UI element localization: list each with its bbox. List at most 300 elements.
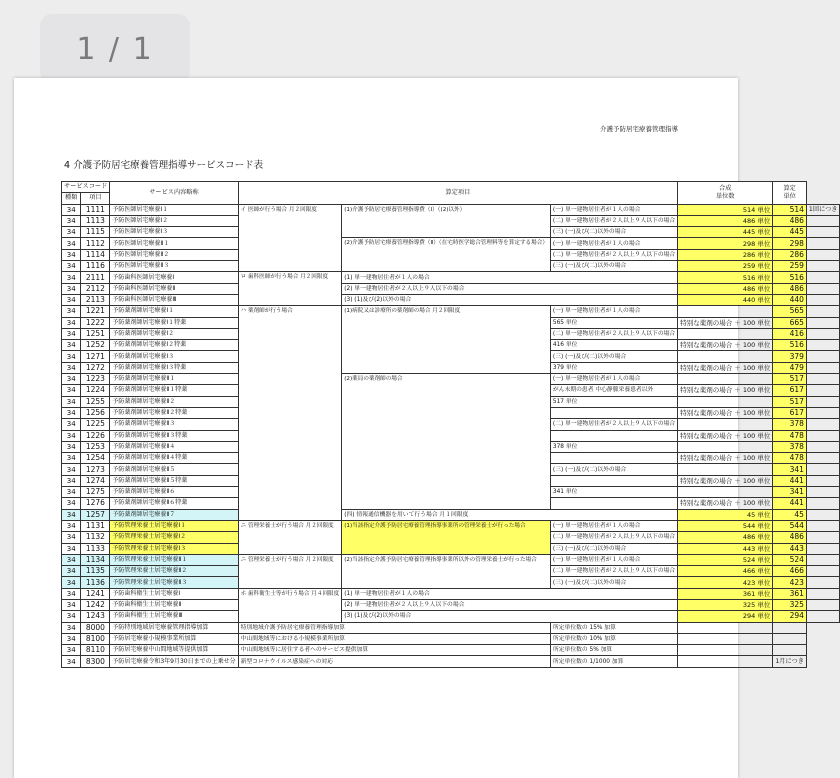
service-item-code-cell: 1116 xyxy=(81,261,110,272)
calc-item-cell: (一) 単一建物居住者が１人の場合 xyxy=(550,554,677,565)
service-item-code-cell: 1112 xyxy=(81,238,110,249)
unit-value-cell: 特別な薬剤の場合 ＋ 100 単位 xyxy=(678,407,773,418)
calc-item-cell: (二) 単一建物居住者が２人以上９人以下の場合 xyxy=(550,419,677,430)
calc-item-cell: (二) 単一建物居住者が２人以上９人以下の場合 xyxy=(550,328,677,339)
header-item: 項目 xyxy=(81,193,110,204)
calc-item-cell: (四) 情報通信機器を用いて行う場合 月１回限度 xyxy=(342,509,678,520)
unit-value-cell: 特別な薬剤の場合 ＋ 100 単位 xyxy=(678,362,773,373)
total-units-cell: 361 xyxy=(773,588,807,599)
calc-item-cell: (二) 単一建物居住者が２人以上９人以下の場合 xyxy=(550,566,677,577)
service-name-cell: 予防医師居宅療養Ⅰ３ xyxy=(110,227,238,238)
calc-unit-cell xyxy=(806,464,840,475)
total-units-cell: 379 xyxy=(773,351,807,362)
unit-value-cell: 445 単位 xyxy=(678,227,773,238)
service-item-code-cell: 1276 xyxy=(81,498,110,509)
calc-unit-cell xyxy=(806,498,840,509)
unit-value-cell xyxy=(678,419,773,430)
unit-value-cell: 466 単位 xyxy=(678,566,773,577)
total-units-cell: 440 xyxy=(773,294,807,305)
subgroup-cell: (2)薬局の薬剤師の場合 xyxy=(342,374,551,510)
total-units-cell: 665 xyxy=(773,317,807,328)
total-units-cell: 325 xyxy=(773,599,807,610)
service-name-cell: 予防医師居宅療養Ⅱ２ xyxy=(110,249,238,260)
table-row xyxy=(62,520,840,531)
total-units-cell xyxy=(678,645,773,656)
calc-item-cell xyxy=(550,498,677,509)
calc-unit-cell xyxy=(806,351,840,362)
total-units-cell: 286 xyxy=(773,249,807,260)
service-name-cell: 予防医師居宅療養Ⅱ３ xyxy=(110,261,238,272)
service-kind-cell: 34 xyxy=(62,588,81,599)
service-name-cell: 予防薬剤師居宅療養Ⅱ７ xyxy=(110,509,238,520)
service-name-cell: 予防薬剤師居宅療養Ⅱ６ xyxy=(110,487,238,498)
calc-unit-cell xyxy=(806,407,840,418)
unit-value-cell xyxy=(678,464,773,475)
service-item-code-cell: 1224 xyxy=(81,385,110,396)
service-name-cell: 予防歯科衛生士居宅療養Ⅲ xyxy=(110,611,238,622)
total-units-cell: 479 xyxy=(773,362,807,373)
service-item-code-cell: 2112 xyxy=(81,283,110,294)
calc-addition-cell: 所定単位数の 5% 加算 xyxy=(550,645,677,656)
header-kind: 種類 xyxy=(62,193,81,204)
table-row xyxy=(62,656,840,667)
provider-group-cell: ホ 歯科衛生士等が行う場合 月４回限度 xyxy=(238,588,342,622)
service-name-cell: 予防薬剤師居宅療養Ⅱ６特薬 xyxy=(110,498,238,509)
table-row xyxy=(62,272,840,283)
service-kind-cell: 34 xyxy=(62,328,81,339)
service-item-code-cell: 8300 xyxy=(81,656,110,667)
total-units-cell: 341 xyxy=(773,487,807,498)
provider-group-cell: イ 医師が行う場合 月２回限度 xyxy=(238,204,342,272)
calc-item-cell: 341 単位 xyxy=(550,487,677,498)
service-name-cell: 予防歯科医師居宅療養Ⅰ xyxy=(110,272,238,283)
calc-item-cell: (三) (一)及び(二)以外の場合 xyxy=(550,351,677,362)
table-row xyxy=(62,509,840,520)
total-units-cell: 544 xyxy=(773,520,807,531)
service-kind-cell: 34 xyxy=(62,272,81,283)
unit-value-cell: 516 単位 xyxy=(678,272,773,283)
header-total-units: 合成 単位数 xyxy=(678,182,773,205)
calc-unit-cell xyxy=(773,645,807,656)
service-item-code-cell: 1133 xyxy=(81,543,110,554)
service-item-code-cell: 1132 xyxy=(81,532,110,543)
service-item-code-cell: 2113 xyxy=(81,294,110,305)
service-name-cell: 予防薬剤師居宅療養Ⅰ１特薬 xyxy=(110,317,238,328)
calc-item-cell: (三) (一)及び(二)以外の場合 xyxy=(550,261,677,272)
total-units-cell: 378 xyxy=(773,441,807,452)
service-item-code-cell: 1271 xyxy=(81,351,110,362)
service-item-code-cell: 1256 xyxy=(81,407,110,418)
table-row xyxy=(62,633,840,644)
total-units-cell: 441 xyxy=(773,498,807,509)
table-row xyxy=(62,306,840,317)
service-item-code-cell: 1135 xyxy=(81,566,110,577)
service-item-code-cell: 1136 xyxy=(81,577,110,588)
unit-value-cell: 特別な薬剤の場合 ＋ 100 単位 xyxy=(678,385,773,396)
total-units-cell: 423 xyxy=(773,577,807,588)
service-kind-cell: 34 xyxy=(62,430,81,441)
calc-unit-cell: 1月につき xyxy=(773,656,807,667)
calc-addition-cell: 所定単位数の 10% 加算 xyxy=(550,633,677,644)
calc-unit-cell xyxy=(806,520,840,531)
total-units-cell: 378 xyxy=(773,419,807,430)
total-units-cell: 524 xyxy=(773,554,807,565)
service-kind-cell: 34 xyxy=(62,283,81,294)
service-name-cell: 予防管理栄養士居宅療養Ⅱ３ xyxy=(110,577,238,588)
service-item-code-cell: 1241 xyxy=(81,588,110,599)
service-name-cell: 予防薬剤師居宅療養Ⅰ２特薬 xyxy=(110,340,238,351)
unit-value-cell: 325 単位 xyxy=(678,599,773,610)
unit-value-cell: 361 単位 xyxy=(678,588,773,599)
service-item-code-cell: 8100 xyxy=(81,633,110,644)
provider-group-cell: ロ 歯科医師が行う場合 月２回限度 xyxy=(238,272,342,306)
total-units-cell: 617 xyxy=(773,407,807,418)
calc-item-cell: (二) 単一建物居住者が２人以上９人以下の場合 xyxy=(550,249,677,260)
calc-item-cell: (3) (1)及び(2)以外の場合 xyxy=(342,294,678,305)
unit-value-cell: 514 単位 xyxy=(678,204,773,215)
service-name-cell: 予防歯科医師居宅療養Ⅱ xyxy=(110,283,238,294)
service-kind-cell: 34 xyxy=(62,396,81,407)
table-row xyxy=(62,283,840,294)
unit-value-cell: 298 単位 xyxy=(678,238,773,249)
subgroup-cell: (1)当該指定介護予防居宅療養管理指導事業所の管理栄養士が行った場合 xyxy=(342,520,551,554)
subgroup-cell: (1)病院又は診療所の薬剤師の場合 月２回限度 xyxy=(342,306,551,374)
table-row xyxy=(62,588,840,599)
service-kind-cell: 34 xyxy=(62,385,81,396)
service-kind-cell: 34 xyxy=(62,599,81,610)
header-calc-unit: 算定 単位 xyxy=(773,182,807,205)
subgroup-cell: (2)当該指定介護予防居宅療養管理指導事業所以外の管理栄養士が行った場合 xyxy=(342,554,551,588)
unit-value-cell xyxy=(678,328,773,339)
service-kind-cell: 34 xyxy=(62,238,81,249)
calc-unit-cell xyxy=(806,238,840,249)
calc-item-cell: 378 単位 xyxy=(550,441,677,452)
total-units-cell: 294 xyxy=(773,611,807,622)
header-service-code: サービスコード xyxy=(62,182,110,193)
service-item-code-cell: 1115 xyxy=(81,227,110,238)
calc-item-cell: (2) 単一建物居住者が２人以上９人以下の場合 xyxy=(342,599,678,610)
calc-unit-cell xyxy=(806,611,840,622)
unit-value-cell: 特別な薬剤の場合 ＋ 100 単位 xyxy=(678,317,773,328)
unit-value-cell xyxy=(678,306,773,317)
service-item-code-cell: 1134 xyxy=(81,554,110,565)
calc-item-cell: (一) 単一建物居住者が１人の場合 xyxy=(550,204,677,215)
service-name-cell: 予防薬剤師居宅療養Ⅱ５ xyxy=(110,464,238,475)
service-kind-cell: 34 xyxy=(62,498,81,509)
service-item-code-cell: 1252 xyxy=(81,340,110,351)
service-code-table xyxy=(61,181,840,668)
calc-item-cell: (二) 単一建物居住者が２人以上９人以下の場合 xyxy=(550,532,677,543)
header-note: 介護予防居宅療養管理指導 xyxy=(600,125,678,133)
calc-unit-cell xyxy=(806,328,840,339)
service-item-code-cell: 1255 xyxy=(81,396,110,407)
calc-item-cell: (2) 単一建物居住者が２人以上９人以下の場合 xyxy=(342,283,678,294)
calc-unit-cell xyxy=(806,294,840,305)
table-row xyxy=(62,294,840,305)
calc-unit-cell xyxy=(806,419,840,430)
calc-item-cell: 特別地域介護予防居宅療養管理指導加算 xyxy=(238,622,550,633)
calc-unit-cell xyxy=(806,317,840,328)
service-kind-cell: 34 xyxy=(62,577,81,588)
table-row xyxy=(62,611,840,622)
total-units-cell: 441 xyxy=(773,475,807,486)
calc-unit-cell xyxy=(806,475,840,486)
calc-item-cell: (一) 単一建物居住者が１人の場合 xyxy=(550,238,677,249)
header-content-name: サービス内容略称 xyxy=(110,182,238,205)
service-kind-cell: 34 xyxy=(62,487,81,498)
service-name-cell: 予防居宅療養小規模事業所加算 xyxy=(110,633,238,644)
unit-value-cell: 45 単位 xyxy=(678,509,773,520)
service-kind-cell: 34 xyxy=(62,362,81,373)
service-kind-cell: 34 xyxy=(62,261,81,272)
calc-unit-cell xyxy=(806,215,840,226)
service-item-code-cell: 1111 xyxy=(81,204,110,215)
calc-item-cell: 517 単位 xyxy=(550,396,677,407)
total-units-cell: 617 xyxy=(773,385,807,396)
unit-value-cell xyxy=(678,441,773,452)
calc-unit-cell xyxy=(806,532,840,543)
service-name-cell: 予防薬剤師居宅療養Ⅱ３ xyxy=(110,419,238,430)
service-name-cell: 予防薬剤師居宅療養Ⅱ１特薬 xyxy=(110,385,238,396)
calc-unit-cell xyxy=(806,249,840,260)
service-kind-cell: 34 xyxy=(62,374,81,385)
service-name-cell: 予防薬剤師居宅療養Ⅰ３ xyxy=(110,351,238,362)
total-units-cell: 445 xyxy=(773,227,807,238)
total-units-cell: 486 xyxy=(773,215,807,226)
calc-item-cell xyxy=(550,407,677,418)
service-item-code-cell: 1221 xyxy=(81,306,110,317)
calc-item-cell: 中山間地域等における小規模事業所加算 xyxy=(238,633,550,644)
unit-value-cell: 259 単位 xyxy=(678,261,773,272)
unit-value-cell: 486 単位 xyxy=(678,532,773,543)
unit-value-cell: 特別な薬剤の場合 ＋ 100 単位 xyxy=(678,475,773,486)
total-units-cell xyxy=(678,622,773,633)
service-kind-cell: 34 xyxy=(62,645,81,656)
calc-item-cell: がん末期の患者 中心静脈栄養患者以外 xyxy=(550,385,677,396)
total-units-cell: 516 xyxy=(773,272,807,283)
total-units-cell: 341 xyxy=(773,464,807,475)
unit-value-cell: 特別な薬剤の場合 ＋ 100 単位 xyxy=(678,453,773,464)
table-row xyxy=(62,622,840,633)
calc-item-cell xyxy=(550,430,677,441)
total-units-cell: 259 xyxy=(773,261,807,272)
table-row xyxy=(62,645,840,656)
service-kind-cell: 34 xyxy=(62,464,81,475)
calc-item-cell xyxy=(550,453,677,464)
table-row xyxy=(62,204,840,215)
calc-unit-cell xyxy=(806,385,840,396)
calc-item-cell: 中山間地域等に居住する者へのサービス提供加算 xyxy=(238,645,550,656)
total-units-cell: 486 xyxy=(773,283,807,294)
service-item-code-cell: 8000 xyxy=(81,622,110,633)
calc-item-cell: (1) 単一建物居住者が１人の場合 xyxy=(342,588,678,599)
service-kind-cell: 34 xyxy=(62,633,81,644)
service-name-cell: 予防管理栄養士居宅療養Ⅰ２ xyxy=(110,532,238,543)
total-units-cell: 514 xyxy=(773,204,807,215)
provider-group-cell: ニ 管理栄養士が行う場合 月２回限度 xyxy=(238,554,342,588)
calc-item-cell: 565 単位 xyxy=(550,317,677,328)
calc-unit-cell xyxy=(806,453,840,464)
calc-item-cell: (1) 単一建物居住者が１人の場合 xyxy=(342,272,678,283)
service-kind-cell: 34 xyxy=(62,407,81,418)
calc-unit-cell xyxy=(806,588,840,599)
service-item-code-cell: 1257 xyxy=(81,509,110,520)
calc-item-cell: (一) 単一建物居住者が１人の場合 xyxy=(550,306,677,317)
service-item-code-cell: 1274 xyxy=(81,475,110,486)
calc-unit-cell xyxy=(806,554,840,565)
unit-value-cell: 特別な薬剤の場合 ＋ 100 単位 xyxy=(678,430,773,441)
service-name-cell: 予防管理栄養士居宅療養Ⅰ３ xyxy=(110,543,238,554)
service-kind-cell: 34 xyxy=(62,419,81,430)
service-item-code-cell: 1253 xyxy=(81,441,110,452)
header-row xyxy=(62,182,840,193)
unit-value-cell: 524 単位 xyxy=(678,554,773,565)
service-item-code-cell: 2111 xyxy=(81,272,110,283)
calc-unit-cell xyxy=(806,261,840,272)
total-units-cell: 516 xyxy=(773,340,807,351)
service-item-code-cell: 8110 xyxy=(81,645,110,656)
total-units-cell: 466 xyxy=(773,566,807,577)
calc-unit-cell xyxy=(806,599,840,610)
service-item-code-cell: 1254 xyxy=(81,453,110,464)
service-kind-cell: 34 xyxy=(62,351,81,362)
calc-unit-cell xyxy=(806,441,840,452)
service-kind-cell: 34 xyxy=(62,622,81,633)
calc-unit-cell xyxy=(806,396,840,407)
total-units-cell: 298 xyxy=(773,238,807,249)
service-item-code-cell: 1223 xyxy=(81,374,110,385)
calc-item-cell: (三) (一)及び(二)以外の場合 xyxy=(550,543,677,554)
table-row xyxy=(62,599,840,610)
total-units-cell: 416 xyxy=(773,328,807,339)
service-name-cell: 予防管理栄養士居宅療養Ⅰ１ xyxy=(110,520,238,531)
header-calc-items: 算定項目 xyxy=(238,182,678,205)
service-item-code-cell: 1114 xyxy=(81,249,110,260)
calc-unit-cell xyxy=(806,272,840,283)
table-row xyxy=(62,554,840,565)
total-units-cell: 486 xyxy=(773,532,807,543)
unit-value-cell: 486 単位 xyxy=(678,283,773,294)
service-name-cell: 予防医師居宅療養Ⅰ２ xyxy=(110,215,238,226)
service-name-cell: 予防居宅療養中山間地域等提供加算 xyxy=(110,645,238,656)
calc-unit-cell xyxy=(773,633,807,644)
service-kind-cell: 34 xyxy=(62,249,81,260)
service-name-cell: 予防薬剤師居宅療養Ⅱ２特薬 xyxy=(110,407,238,418)
service-item-code-cell: 1251 xyxy=(81,328,110,339)
service-name-cell: 予防薬剤師居宅療養Ⅰ３特薬 xyxy=(110,362,238,373)
service-item-code-cell: 1131 xyxy=(81,520,110,531)
total-units-cell: 443 xyxy=(773,543,807,554)
provider-group-cell: ハ 薬剤師が行う場合 xyxy=(238,306,342,521)
service-name-cell: 予防薬剤師居宅療養Ⅱ５特薬 xyxy=(110,475,238,486)
service-kind-cell: 34 xyxy=(62,520,81,531)
calc-unit-cell xyxy=(806,362,840,373)
calc-item-cell: 379 単位 xyxy=(550,362,677,373)
service-kind-cell: 34 xyxy=(62,566,81,577)
unit-value-cell: 294 単位 xyxy=(678,611,773,622)
calc-unit-cell: 1回につき xyxy=(806,204,840,215)
calc-addition-cell: 所定単位数の 15% 加算 xyxy=(550,622,677,633)
unit-value-cell xyxy=(678,351,773,362)
service-name-cell: 予防歯科衛生士居宅療養Ⅱ xyxy=(110,599,238,610)
total-units-cell: 478 xyxy=(773,430,807,441)
service-kind-cell: 34 xyxy=(62,227,81,238)
service-name-cell: 予防薬剤師居宅療養Ⅰ１ xyxy=(110,306,238,317)
service-name-cell: 予防管理栄養士居宅療養Ⅱ１ xyxy=(110,554,238,565)
provider-group-cell: ニ 管理栄養士が行う場合 月２回限度 xyxy=(238,520,342,554)
service-kind-cell: 34 xyxy=(62,317,81,328)
total-units-cell xyxy=(678,656,773,667)
service-name-cell: 予防医師居宅療養Ⅱ１ xyxy=(110,238,238,249)
service-item-code-cell: 1113 xyxy=(81,215,110,226)
calc-unit-cell xyxy=(806,227,840,238)
service-name-cell: 予防薬剤師居宅療養Ⅱ３特薬 xyxy=(110,430,238,441)
subgroup-cell: (1)介護予防居宅療養管理指導費（Ⅰ）（(2)以外） xyxy=(342,204,551,238)
calc-unit-cell xyxy=(773,622,807,633)
calc-item-cell: (三) (一)及び(二)以外の場合 xyxy=(550,577,677,588)
unit-value-cell: 544 単位 xyxy=(678,520,773,531)
service-kind-cell: 34 xyxy=(62,204,81,215)
service-kind-cell: 34 xyxy=(62,453,81,464)
total-units-cell xyxy=(678,633,773,644)
service-kind-cell: 34 xyxy=(62,215,81,226)
service-kind-cell: 34 xyxy=(62,554,81,565)
service-name-cell: 予防特別地域居宅療養管理指導加算 xyxy=(110,622,238,633)
total-units-cell: 478 xyxy=(773,453,807,464)
document-page xyxy=(14,78,838,778)
calc-item-cell: (一) 単一建物居住者が１人の場合 xyxy=(550,374,677,385)
subgroup-cell: (2)介護予防居宅療養管理指導費（Ⅱ）（在宅時医学総合管理料等を算定する場合） xyxy=(342,238,551,272)
page-title: 4 介護予防居宅療養管理指導サービスコード表 xyxy=(64,160,264,171)
table-row xyxy=(62,374,840,385)
service-item-code-cell: 1273 xyxy=(81,464,110,475)
service-item-code-cell: 1242 xyxy=(81,599,110,610)
service-kind-cell: 34 xyxy=(62,532,81,543)
calc-unit-cell xyxy=(806,430,840,441)
unit-value-cell: 特別な薬剤の場合 ＋ 100 単位 xyxy=(678,340,773,351)
calc-unit-cell xyxy=(806,566,840,577)
unit-value-cell xyxy=(678,487,773,498)
unit-value-cell: 440 単位 xyxy=(678,294,773,305)
unit-value-cell: 443 単位 xyxy=(678,543,773,554)
service-name-cell: 予防薬剤師居宅療養Ⅱ４特薬 xyxy=(110,453,238,464)
calc-unit-cell xyxy=(806,306,840,317)
service-kind-cell: 34 xyxy=(62,475,81,486)
service-item-code-cell: 1222 xyxy=(81,317,110,328)
calc-item-cell: (三) (一)及び(二)以外の場合 xyxy=(550,227,677,238)
service-name-cell: 予防医師居宅療養Ⅰ１ xyxy=(110,204,238,215)
service-name-cell: 予防薬剤師居宅療養Ⅰ２ xyxy=(110,328,238,339)
service-item-code-cell: 1275 xyxy=(81,487,110,498)
calc-unit-cell xyxy=(806,577,840,588)
calc-unit-cell xyxy=(806,509,840,520)
calc-addition-cell: 所定単位数の 1/1000 加算 xyxy=(550,656,677,667)
service-kind-cell: 34 xyxy=(62,611,81,622)
service-name-cell: 予防居宅療養令和3年9月30日までの上乗せ分 xyxy=(110,656,238,667)
calc-unit-cell xyxy=(806,340,840,351)
calc-item-cell: (三) (一)及び(二)以外の場合 xyxy=(550,464,677,475)
calc-item-cell xyxy=(550,475,677,486)
service-kind-cell: 34 xyxy=(62,294,81,305)
calc-item-cell: (二) 単一建物居住者が２人以上９人以下の場合 xyxy=(550,215,677,226)
total-units-cell: 565 xyxy=(773,306,807,317)
page-indicator: 1 / 1 xyxy=(40,14,190,84)
service-item-code-cell: 1226 xyxy=(81,430,110,441)
calc-item-cell: (3) (1)及び(2)以外の場合 xyxy=(342,611,678,622)
service-name-cell: 予防管理栄養士居宅療養Ⅱ２ xyxy=(110,566,238,577)
calc-item-cell: 新型コロナウイルス感染症への対応 xyxy=(238,656,550,667)
service-kind-cell: 34 xyxy=(62,306,81,317)
